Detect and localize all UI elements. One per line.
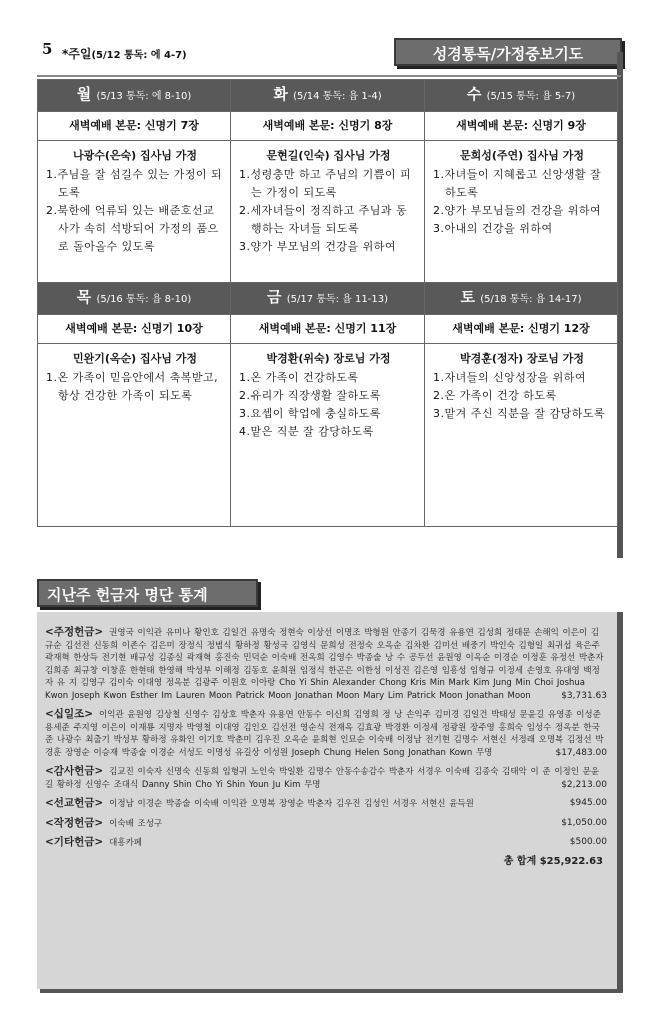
donation-category: <선교헌금> — [45, 797, 104, 809]
prayer-item: 1.성령충만 하고 주님의 기쁨이 피는 가정이 되도록 — [239, 168, 412, 199]
prayer-cell-fri — [231, 344, 425, 527]
reading-thu: 새벽예배 본문: 신명기 10장 — [38, 315, 231, 344]
reading-tue: 새벽예배 본문: 신명기 8장 — [231, 112, 425, 141]
prayer-cell-thu — [38, 344, 231, 527]
donor-box-shadow-right — [617, 612, 623, 992]
prayer-item: 3.요셉이 학업에 충실하도록 — [239, 407, 381, 420]
donor-list-title: 지난주 헌금자 명단 통계 — [37, 579, 258, 607]
prayer-schedule-table — [37, 79, 618, 527]
donation-section-mission — [45, 797, 607, 811]
donation-category: <기타헌금> — [45, 836, 104, 848]
day-header-sat: 토 (5/18 통독: 욥 14-17) — [425, 283, 618, 315]
donation-amount: $2,213.00 — [561, 779, 607, 790]
prayer-item: 4.맡은 직분 잘 감당하도록 — [239, 425, 374, 438]
family-name: 민완기(옥순) 집사님 가정 — [73, 352, 197, 365]
day-header-fri: 금 (5/17 통독: 욥 11-13) — [231, 283, 425, 315]
section-title: 성경통독/가정중보기도 — [394, 38, 622, 66]
reading-mon: 새벽예배 본문: 신명기 7장 — [38, 112, 231, 141]
donation-section-thanks — [45, 765, 607, 791]
day-header-thu: 목 (5/16 통독: 욥 8-10) — [38, 283, 231, 315]
sunday-reading — [62, 45, 187, 62]
frame-top-border — [37, 75, 621, 77]
reading-sat: 새벽예배 본문: 신명기 12장 — [425, 315, 618, 344]
page-number: 5 — [42, 40, 53, 58]
prayer-item: 2.양가 부모님들의 건강을 위하여 — [433, 204, 602, 217]
donor-names: 이익관 윤원영 김상철 신영수 김상호 박춘자 유용연 안동수 이신희 김영희 정 낭 손익주 김미경 김일건 박태성 문윤길 유영종 이성준 용세준 주지영 이은이 이재룡 지명자 박영철 이대영 김인오 김선전 영순식 전재옥 김효광 박경환 이정세 정광원 장주영 홍희숙 임성수 정옥분 한국준 나광수 최출기 박성부 황하정 유화인 이기호 박춘미 김우진 오옥순 윤희현 인묘순 이숙배 이정남 전기현 김명수 서현신 서정래 오명복 김정선 박경훈 장영순 이승재 박종술 이경순 서성도 이명성 유길상 이성원 Joseph Chung Helen Song Jonathan Kown 무명 — [45, 710, 604, 758]
family-name: 문현길(인숙) 집사님 가정 — [266, 149, 391, 162]
prayer-item: 2.북한에 억류되 있는 배준호선교사가 속히 석방되어 가정의 품으로 돌아올수 있도록 — [46, 204, 219, 253]
donor-names: 이숙배 조성구 — [109, 818, 163, 829]
donor-names: 김교진 이숙자 신명숙 신동희 임형귀 노인숙 박일환 김명수 안동수송감수 박춘자 서경우 이숙배 김종숙 김태악 이 준 이정인 문윤길 황하정 신영수 조대식 Danny Shin Cho Yi Shin Youn Ju Kim 무명 — [45, 767, 600, 790]
donation-amount: $17,483.00 — [555, 747, 607, 758]
day-header-mon: 월 (5/13 통독: 에 8-10) — [38, 80, 231, 112]
prayer-item: 3.맡겨 주신 직분을 잘 감당하도록 — [433, 407, 606, 420]
prayer-item: 2.세자녀들이 정직하고 주님과 동행하는 자녀들 되도록 — [239, 204, 408, 235]
prayer-cell-wed — [425, 141, 618, 283]
donation-section-commitment — [45, 817, 607, 831]
family-name: 박경훈(정자) 장로님 가정 — [460, 352, 584, 365]
prayer-item: 1.온 가족이 건강하도록 — [239, 371, 359, 384]
donation-category: <작정헌금> — [45, 816, 104, 829]
prayer-item: 1.온 가족이 믿음안에서 축복받고, 항상 건강한 가족이 되도록 — [46, 371, 219, 402]
donation-amount: $500.00 — [569, 837, 607, 847]
sunday-label: *주일 — [62, 47, 92, 61]
prayer-cell-sat — [425, 344, 618, 527]
donation-category: <주정헌금> — [45, 626, 104, 638]
donor-box-shadow-bottom — [40, 989, 623, 993]
sunday-range: (5/12 통독: 에 4-7) — [91, 50, 187, 61]
donation-section-other — [45, 836, 607, 850]
prayer-item: 1.자녀들이 지혜롭고 신앙생활 잘 하도록 — [433, 168, 602, 199]
prayer-item: 2.유리가 직장생활 잘하도록 — [239, 389, 381, 402]
family-name: 박경환(위숙) 장로님 가정 — [266, 352, 391, 365]
donation-category: <십일조> — [45, 708, 94, 720]
prayer-item: 3.양가 부모님의 건강을 위하여 — [239, 240, 396, 253]
donation-amount: $3,731.63 — [561, 690, 607, 701]
day-header-tue: 화 (5/14 통독: 욥 1-4) — [231, 80, 425, 112]
prayer-item: 3.아내의 건강을 위하여 — [433, 222, 553, 235]
donor-names: 권영국 이익관 유미나 황인호 김일건 유명숙 정현숙 이상선 이명조 박형원 안종기 김묵경 유용연 김성희 정태문 손해익 이은이 김규순 김선전 신동희 이존수 김은미 장정식 정범식 황하정 황성국 김영식 문희성 전정숙 오옥순 김차환 김미선 배중기 박인숙 김형일 최귀섭 육은주 곽재혁 한상득 전기현 배규성 김종실 곽재혁 홍진숙 민덕순 이숙배 전옥희 김영수 박종술 낭 수 공두선 윤원영 이옥순 이경순 이정훈 유정선 박춘자 김희종 최규창 이창훈 한현태 한영해 박성부 이해정 김동호 윤희원 임정식 한곤은 이한성 이성진 김은영 임흥성 임형규 이정세 손영호 유대영 백정자 유 지 김영구 김이숙 이대영 정옥분 김광주 이원호 이아랑 Cho Yi Shin Alexander Chong Kris Min Mark Kim Jung Min Choi Joshua Kwon Joseph Kwon Esther Im Lauren Moon Patrick Moon Jonathan Moon Mary Lim Patrick Moon Jonathan Moon — [45, 628, 604, 701]
donation-category: <감사헌금> — [45, 765, 104, 777]
donation-section-pledge — [45, 626, 607, 702]
donation-amount: $1,050.00 — [561, 817, 607, 828]
donor-names: 이정남 이경순 박종술 이숙배 이익관 오명복 장영순 박춘자 김우진 김성인 서경우 서현신 윤득원 — [109, 799, 474, 809]
prayer-item: 1.주님을 잘 섬길수 있는 가정이 되도록 — [46, 168, 223, 199]
day-header-wed: 수 (5/15 통독: 욥 5-7) — [425, 80, 618, 112]
prayer-cell-mon — [38, 141, 231, 283]
donation-amount: $945.00 — [569, 798, 607, 808]
donation-section-tithe — [45, 708, 607, 759]
prayer-item: 1.자녀들의 신앙성장을 위하여 — [433, 371, 586, 384]
reading-wed: 새벽예배 본문: 신명기 9장 — [425, 112, 618, 141]
donor-list — [37, 612, 617, 989]
donor-names: 대흥카페 — [109, 838, 143, 848]
prayer-cell-tue — [231, 141, 425, 283]
prayer-item: 2.온 가족이 건강 하도록 — [433, 389, 557, 402]
family-name: 나광수(은숙) 집사님 가정 — [73, 149, 197, 162]
family-name: 문희성(주연) 집사님 가정 — [460, 149, 584, 162]
reading-fri: 새벽예배 본문: 신명기 11장 — [231, 315, 425, 344]
grand-total: 총 합계 $25,922.63 — [503, 855, 603, 867]
